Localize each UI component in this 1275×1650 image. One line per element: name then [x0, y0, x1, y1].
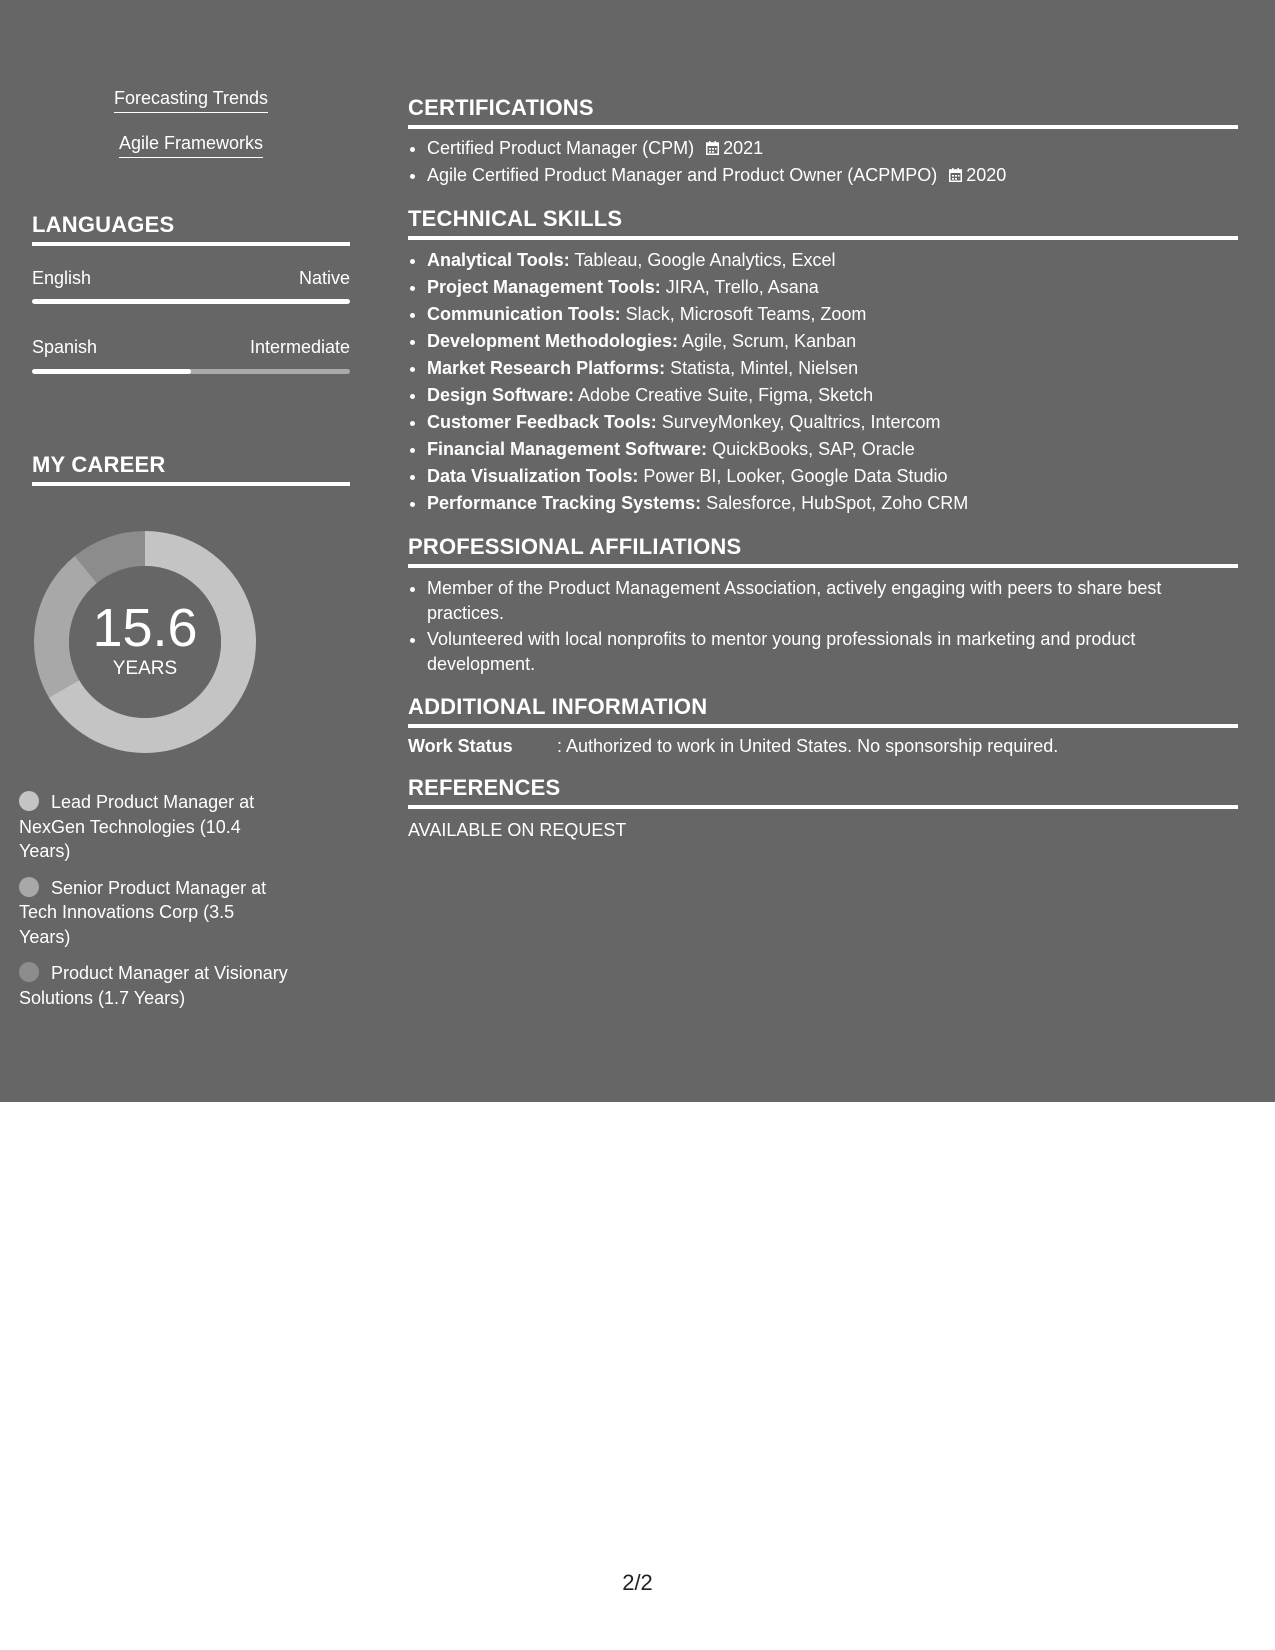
certification-name: Certified Product Manager (CPM) — [427, 138, 695, 158]
skill-item — [427, 490, 1237, 517]
skill-values: Salesforce, HubSpot, Zoho CRM — [701, 493, 969, 513]
additional-info-heading: ADDITIONAL INFORMATION — [408, 694, 1238, 728]
language-proficiency-bar — [32, 369, 350, 374]
interest-label: Agile Frameworks — [119, 133, 263, 158]
technical-skills-list — [408, 247, 1237, 517]
career-legend-label: Lead Product Manager at NexGen Technologies (10.4 Years) — [19, 792, 255, 861]
certification-name: Agile Certified Product Manager and Product Owner (ACPMPO) — [427, 165, 938, 185]
calendar-icon — [706, 141, 719, 155]
skill-item — [427, 328, 1237, 355]
affiliations-list — [408, 576, 1237, 678]
certifications-heading: CERTIFICATIONS — [408, 95, 1238, 129]
skill-category: Data Visualization Tools: — [427, 466, 639, 486]
interest-tag — [32, 88, 350, 113]
language-level: Native — [298, 268, 350, 288]
work-status-value: : Authorized to work in United States. No sponsorship required. — [557, 736, 1059, 756]
languages-heading: LANGUAGES — [32, 212, 350, 246]
career-total-unit: YEARS — [112, 658, 178, 679]
skill-category: Performance Tracking Systems: — [427, 493, 702, 513]
certification-year: 2020 — [966, 165, 1007, 185]
career-legend-item — [19, 790, 289, 864]
language-row — [32, 337, 350, 358]
skill-values: Statista, Mintel, Nielsen — [665, 358, 859, 378]
skill-category: Development Methodologies: — [427, 331, 679, 351]
language-proficiency-bar — [32, 299, 350, 304]
work-status-label: Work Status — [408, 736, 513, 756]
skill-item — [427, 436, 1237, 463]
skill-item — [427, 274, 1237, 301]
technical-skills-heading: TECHNICAL SKILLS — [408, 206, 1238, 240]
career-heading: MY CAREER — [32, 452, 350, 486]
legend-dot — [19, 877, 39, 897]
work-status-row — [408, 736, 1058, 757]
legend-dot — [19, 791, 39, 811]
skill-category: Communication Tools: — [427, 304, 621, 324]
career-donut-chart — [34, 531, 256, 753]
skill-values: QuickBooks, SAP, Oracle — [707, 439, 915, 459]
affiliation-item: • Volunteered with local nonprofits to mentor young professionals in marketing and product development. — [427, 627, 1237, 676]
calendar-icon — [949, 168, 962, 182]
affiliation-item: • Member of the Product Management Association, actively engaging with peers to share best practices. — [427, 576, 1237, 625]
certification-year: 2021 — [723, 138, 764, 158]
certification-item — [427, 162, 1237, 189]
certifications-list — [408, 135, 1237, 189]
skill-values: Adobe Creative Suite, Figma, Sketch — [574, 385, 874, 405]
skill-values: Tableau, Google Analytics, Excel — [569, 250, 836, 270]
skill-values: SurveyMonkey, Qualtrics, Intercom — [656, 412, 941, 432]
skill-category: Design Software: — [427, 385, 575, 405]
career-legend-label: Senior Product Manager at Tech Innovations Corp (3.5 Years) — [19, 877, 267, 947]
skill-item — [427, 382, 1237, 409]
references-text: AVAILABLE ON REQUEST — [408, 820, 627, 840]
interest-label: Forecasting Trends — [114, 88, 268, 113]
skill-values: Agile, Scrum, Kanban — [678, 331, 857, 351]
certification-item — [427, 135, 1237, 162]
career-total-years: 15.6 — [92, 598, 198, 658]
skill-values: Slack, Microsoft Teams, Zoom — [620, 304, 867, 324]
language-proficiency-fill — [32, 369, 191, 374]
language-proficiency-fill — [32, 299, 350, 304]
career-legend — [19, 790, 289, 1022]
skill-item — [427, 463, 1237, 490]
references-heading: REFERENCES — [408, 775, 1238, 809]
skill-item — [427, 355, 1237, 382]
skill-item — [427, 409, 1237, 436]
skill-category: Project Management Tools: — [427, 277, 661, 297]
interest-tag — [32, 133, 350, 158]
skill-values: JIRA, Trello, Asana — [660, 277, 819, 297]
skill-item — [427, 301, 1237, 328]
skill-item — [427, 247, 1237, 274]
language-level: Intermediate — [249, 337, 350, 357]
skill-category: Market Research Platforms: — [427, 358, 666, 378]
career-legend-label: Product Manager at Visionary Solutions (1.7 Years) — [19, 963, 288, 1008]
legend-dot — [19, 962, 39, 982]
career-legend-item — [19, 876, 289, 950]
skill-category: Customer Feedback Tools: — [427, 412, 657, 432]
language-row — [32, 268, 350, 289]
affiliations-heading: PROFESSIONAL AFFILIATIONS — [408, 534, 1238, 568]
skill-category: Financial Management Software: — [427, 439, 708, 459]
career-total — [34, 531, 256, 753]
skill-category: Analytical Tools: — [427, 250, 570, 270]
language-name: English — [32, 268, 92, 288]
skill-values: Power BI, Looker, Google Data Studio — [638, 466, 948, 486]
page-number: 2/2 — [622, 1570, 653, 1595]
language-name: Spanish — [32, 337, 98, 357]
career-legend-item — [19, 961, 289, 1010]
